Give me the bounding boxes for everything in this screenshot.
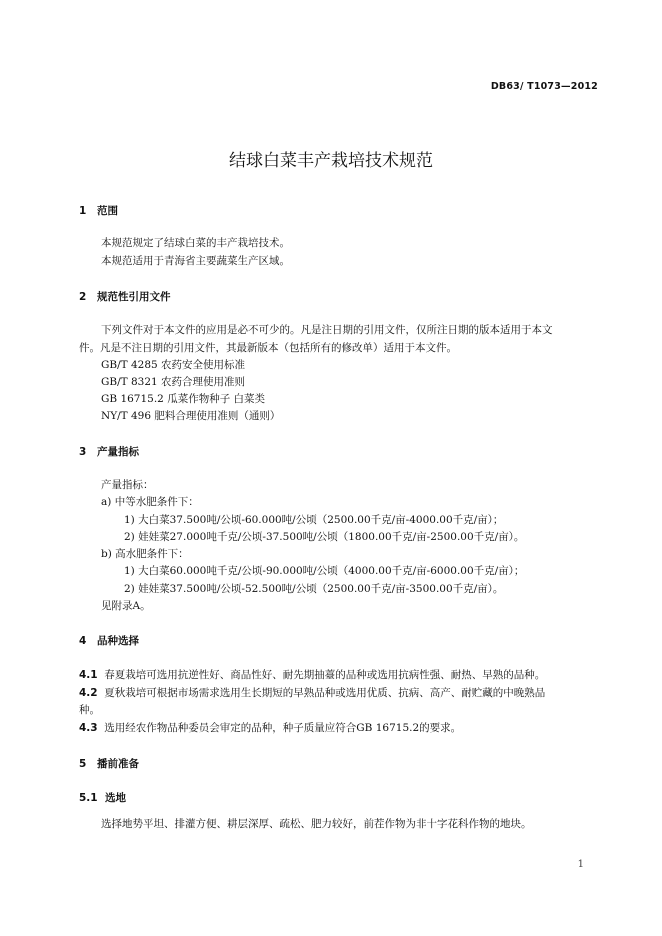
section-3-heading [79,444,139,459]
clause-text-continued: 种。 [79,704,100,716]
section-2-heading [79,289,171,304]
clause-number: 4.1 [79,669,98,681]
subsection-5-1-heading [79,790,126,805]
clause-number: 4.2 [79,687,98,699]
clause-text: 选用经农作物品种委员会审定的品种，种子质量应符合GB 16715.2的要求。 [104,722,462,734]
section-number: 1 [79,205,87,217]
reference-item: GB/T 8321 农药合理使用准则 [101,376,246,388]
document-title: 结球白菜丰产栽培技术规范 [229,151,433,171]
paragraph: 下列文件对于本文件的应用是必不可少的。凡是注日期的引用文件，仅所注日期的版本适用于本文 [101,324,553,336]
subsection-number: 5.1 [79,792,98,804]
reference-item: GB/T 4285 农药安全使用标准 [101,359,246,371]
clause-4-3 [79,720,461,735]
section-number: 2 [79,291,87,303]
clause-number: 4.3 [79,722,98,734]
section-number: 4 [79,635,87,647]
section-title: 品种选择 [97,635,139,647]
section-title: 范围 [97,205,118,217]
list-item: 1) 大白菜60.000吨千克/公顷-90.000吨/公顷（4000.00千克/亩-6000.00千克/亩）； [124,565,525,577]
document-code: DB63/ T1073—2012 [490,81,598,92]
clause-text: 夏秋栽培可根据市场需求选用生长期短的早熟品种或选用优质、抗病、高产、耐贮藏的中晚熟品 [104,687,546,699]
section-5-heading [79,756,139,771]
section-title: 规范性引用文件 [97,291,171,303]
section-4-heading [79,633,139,648]
clause-4-1 [79,667,545,682]
paragraph: 产量指标： [101,479,154,491]
clause-4-2 [79,685,545,700]
clause-text: 春夏栽培可选用抗逆性好、商品性好、耐先期抽薹的品种或选用抗病性强、耐热、早熟的品种。 [104,669,546,681]
paragraph: 见附录A。 [101,600,151,612]
section-title: 播前准备 [97,758,139,770]
section-1-heading [79,203,118,218]
list-item: 2) 娃娃菜37.500吨/公顷-52.500吨/公顷（2500.00千克/亩-3500.00千克/亩）。 [124,583,504,595]
list-item: 2) 娃娃菜27.000吨千克/公顷-37.500吨/公顷（1800.00千克/亩-2500.00千克/亩）。 [124,531,525,543]
paragraph: 本规范规定了结球白菜的丰产栽培技术。 [101,237,290,249]
page-number: 1 [577,859,584,870]
section-number: 5 [79,758,87,770]
list-item: 1) 大白菜37.500吨/公顷-60.000吨/公顷（2500.00千克/亩-4000.00千克/亩）； [124,514,504,526]
section-title: 产量指标 [97,446,139,458]
list-item: b) 高水肥条件下： [101,548,189,560]
list-item: a) 中等水肥条件下： [101,496,199,508]
paragraph: 件。凡是不注日期的引用文件，其最新版本（包括所有的修改单）适用于本文件。 [79,342,457,354]
reference-item: NY/T 496 肥料合理使用准则（通则） [101,410,281,422]
subsection-title: 选地 [105,792,126,804]
paragraph: 选择地势平坦、排灌方便、耕层深厚、疏松、肥力较好，前茬作物为非十字花科作物的地块。 [101,818,532,830]
section-number: 3 [79,446,87,458]
paragraph: 本规范适用于青海省主要蔬菜生产区域。 [101,255,290,267]
reference-item: GB 16715.2 瓜菜作物种子 白菜类 [101,393,266,405]
